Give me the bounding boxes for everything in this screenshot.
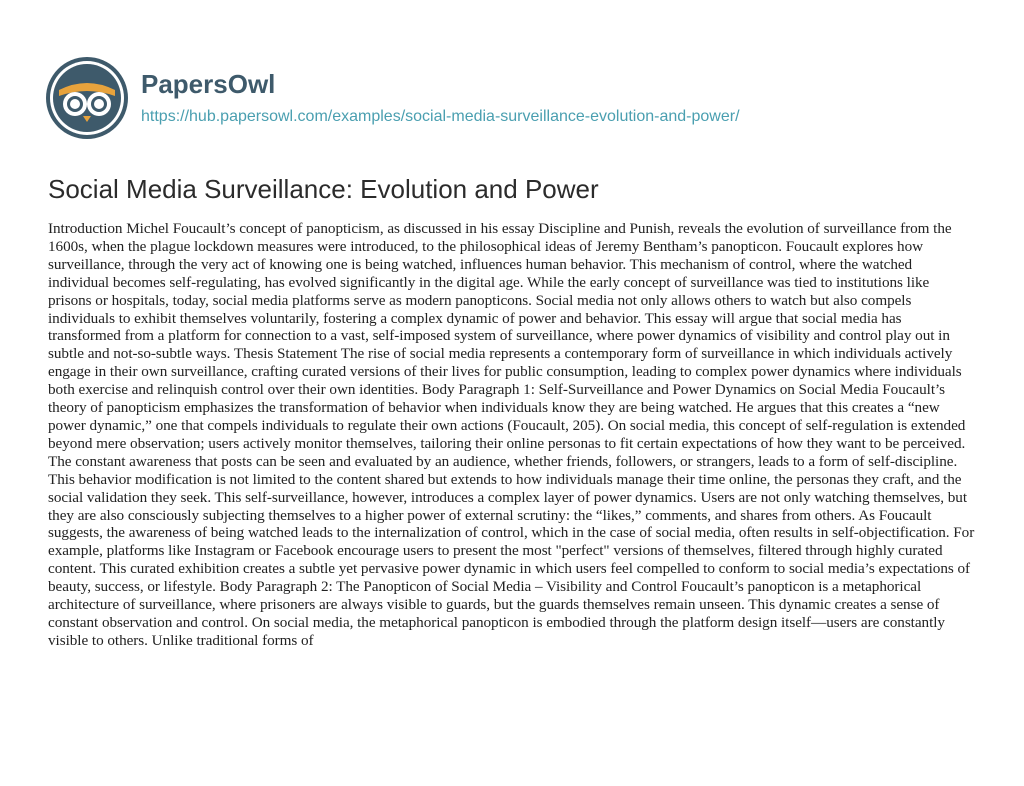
page-title: Social Media Surveillance: Evolution and Power [48, 174, 599, 204]
site-header [45, 58, 740, 138]
owl-eyes-logo-icon[interactable] [45, 56, 129, 140]
brand-block [141, 69, 740, 127]
brand-name[interactable]: PapersOwl [141, 69, 276, 99]
source-url-link[interactable]: https://hub.papersowl.com/examples/social-media-surveillance-evolution-and-power/ [141, 108, 740, 125]
essay-body: Introduction Michel Foucault’s concept of panopticism, as discussed in his essay Discipline and Punish, reveals the evolution of surveillance from the 1600s, when the plague lockdown measures were introduced, to the philosophical ideas of Jeremy Bentham’s panopticon. Foucault explores how surveillance, through the very act of knowing one is being watched, influences human behavior. This mechanism of control, where the watched individual becomes self-regulating, has evolved significantly in the digital age. While the early concept of surveillance was tied to institutions like prisons or hospitals, today, social media platforms serve as modern panopticons. Social media not only allows others to watch but also compels individuals to exhibit themselves voluntarily, fostering a complex dynamic of power and behavior. This essay will argue that social media has transformed from a platform for connection to a vast, self-imposed system of surveillance, where power dynamics of visibility and control play out in subtle and not-so-subtle ways. Thesis Statement The rise of social media represents a contemporary form of surveillance in which individuals actively engage in their own surveillance, crafting curated versions of their lives for public consumption, leading to complex power dynamics where individuals both exercise and relinquish control over their own identities. Body Paragraph 1: Self-Surveillance and Power Dynamics on Social Media Foucault’s theory of panopticism emphasizes the transformation of behavior when individuals know they are being watched. He argues that this creates a “new power dynamic,” one that compels individuals to regulate their own actions (Foucault, 205). On social media, this concept of self-regulation is extended beyond mere observation; users actively monitor themselves, tailoring their online personas to fit certain expectations of how they want to be perceived. The constant awareness that posts can be seen and evaluated by an audience, whether friends, followers, or strangers, leads to a form of self-discipline. This behavior modification is not limited to the content shared but extends to how individuals manage their time online, the personas they craft, and the social validation they seek. This self-surveillance, however, introduces a complex layer of power dynamics. Users are not only watching themselves, but they are also consciously subjecting themselves to a higher power of external scrutiny: the “likes,” comments, and shares from others. As Foucault suggests, the awareness of being watched leads to the internalization of control, which in the case of social media, often results in self-objectification. For example, platforms like Instagram or Facebook encourage users to present the most "perfect" versions of themselves, filtered through highly curated content. This curated exhibition creates a subtle yet pervasive power dynamic in which users feel compelled to conform to social media’s expectations of beauty, success, or lifestyle. Body Paragraph 2: The Panopticon of Social Media – Visibility and Control Foucault’s panopticon is a metaphorical architecture of surveillance, where prisoners are always visible to guards, but the guards themselves remain unseen. This dynamic creates a sense of constant observation and control. On social media, the metaphorical panopticon is embodied through the platform design itself—users are constantly visible to others. Unlike traditional forms of [48, 220, 975, 649]
